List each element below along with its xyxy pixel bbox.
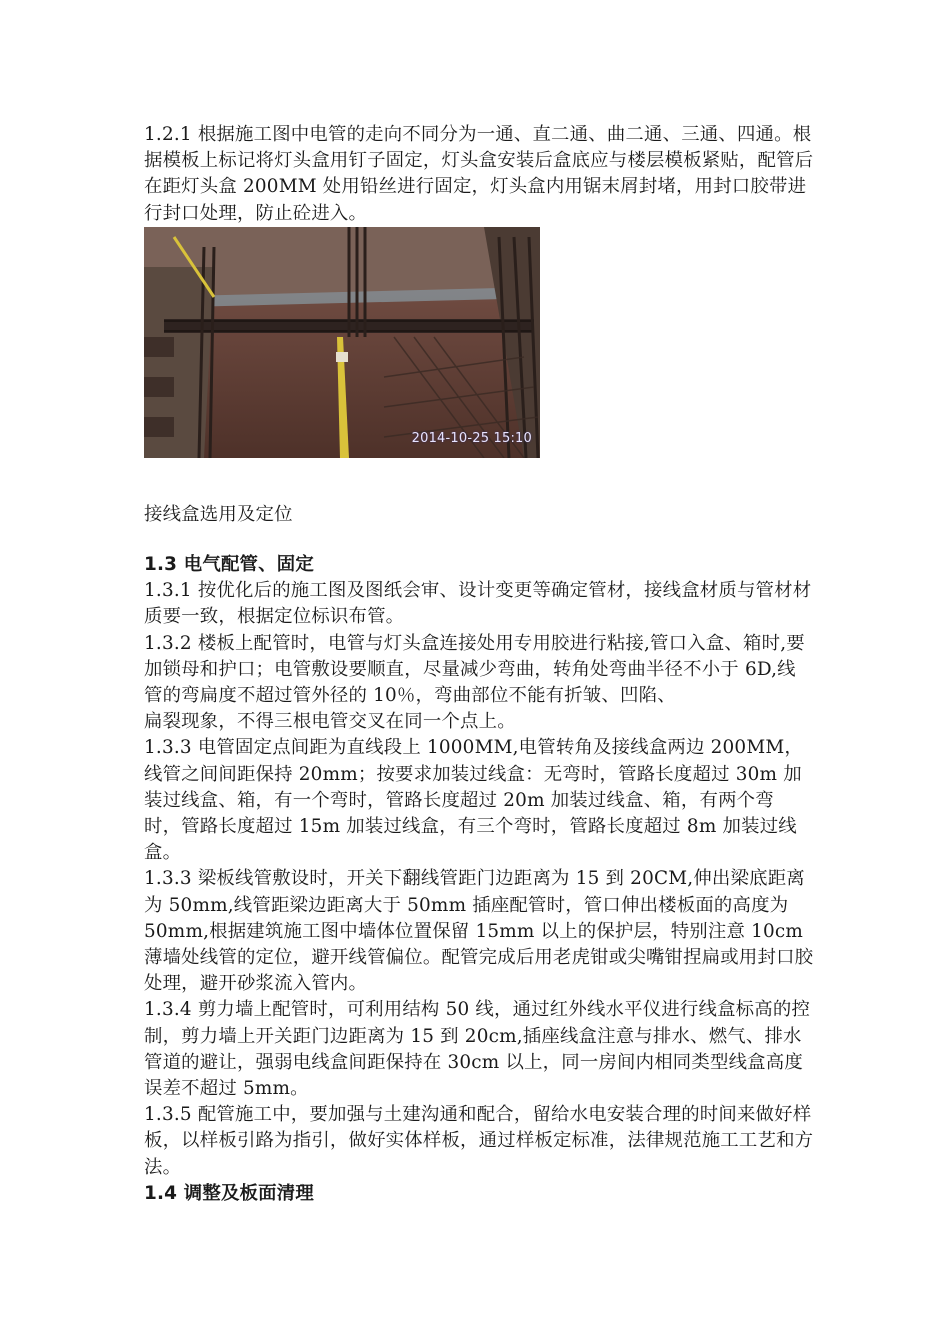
- paragraph-1-3-3-cont: 时，管路长度超过 15m 加装过线盒，有三个弯时，管路长度超过 8m 加装过线盒。: [144, 816, 797, 864]
- paragraph-1-3-4: 1.3.4 剪力墙上配管时，可利用结构 50 线，通过红外线水平仪进行线盒标高的控制，剪力墙上开关距门边距离为 15 到 20cm,插座线盒注意与排水、燃气、排水管道的避让，强弱电线盒间距保持在 30cm 以上，同一房间内相同类型线盒高度误差不超过 5mm。: [144, 999, 811, 1100]
- paragraph-1-3-2: 1.3.2 楼板上配管时，电管与灯头盒连接处用专用胶进行粘接,管口入盒、箱时,要加锁母和护口；电管敷设要顺直，尽量减少弯曲，转角处弯曲半径不小于 6D,线管的弯扁度不超过管外径的 10％，弯曲部位不能有折皱、凹陷、: [144, 632, 805, 707]
- heading-1-3: 1.3 电气配管、固定: [144, 554, 314, 576]
- paragraph-1-3-5: 1.3.5 配管施工中，要加强与土建沟通和配合，留给水电安装合理的时间来做好样板，以样板引路为指引，做好实体样板，通过样板定标准，法律规范施工工艺和方法。: [144, 1104, 814, 1178]
- paragraph-1-3-2-cont: 扁裂现象，不得三根电管交叉在同一个点上。: [144, 711, 516, 733]
- photo-caption: 接线盒选用及定位: [144, 503, 293, 525]
- construction-photo: [144, 227, 540, 458]
- paragraph-1-3-3-beam: 1.3.3 梁板线管敷设时，开关下翻线管距门边距离为 15 到 20CM,伸出梁底距离为 50mm,线管距梁边距离大于 50mm 插座配管时，管口伸出楼板面的高度为 50mm,根据建筑施工图中墙体位置保留 15mm 以上的保护层，特别注意 10cm 薄墙处线管的定位，避开线管偏位。配管完成后用老虎钳或尖嘴钳捏扁或用封口胶处理，避开砂浆流入管内。: [144, 868, 814, 995]
- document-body: [144, 122, 814, 1207]
- paragraph-1-2-1: 1.2.1 根据施工图中电管的走向不同分为一通、直二通、曲二通、三通、四通。根据模板上标记将灯头盒用钉子固定，灯头盒安装后盒底应与楼层模板紧贴，配管后在距灯头盒 200MM 处用铅丝进行固定，灯头盒内用锯末屑封堵，用封口胶带进行封口处理，防止砼进入。: [144, 124, 814, 224]
- paragraph-1-3-1: 1.3.1 按优化后的施工图及图纸会审、设计变更等确定管材，接线盒材质与管材材质要一致，根据定位标识布管。: [144, 580, 812, 628]
- photo-timestamp: 2014-10-25 15:10: [411, 430, 532, 446]
- formwork-rebar-image: [144, 227, 540, 458]
- heading-1-4: 1.4 调整及板面清理: [144, 1182, 314, 1204]
- paragraph-1-3-3: 1.3.3 电管固定点间距为直线段上 1000MM,电管转角及接线盒两边 200MM，线管之间间距保持 20mm；按要求加装过线盒：无弯时，管路长度超过 30m 加装过线盒、箱，有一个弯时，管路长度超过 20m 加装过线盒、箱，有两个弯: [144, 737, 803, 811]
